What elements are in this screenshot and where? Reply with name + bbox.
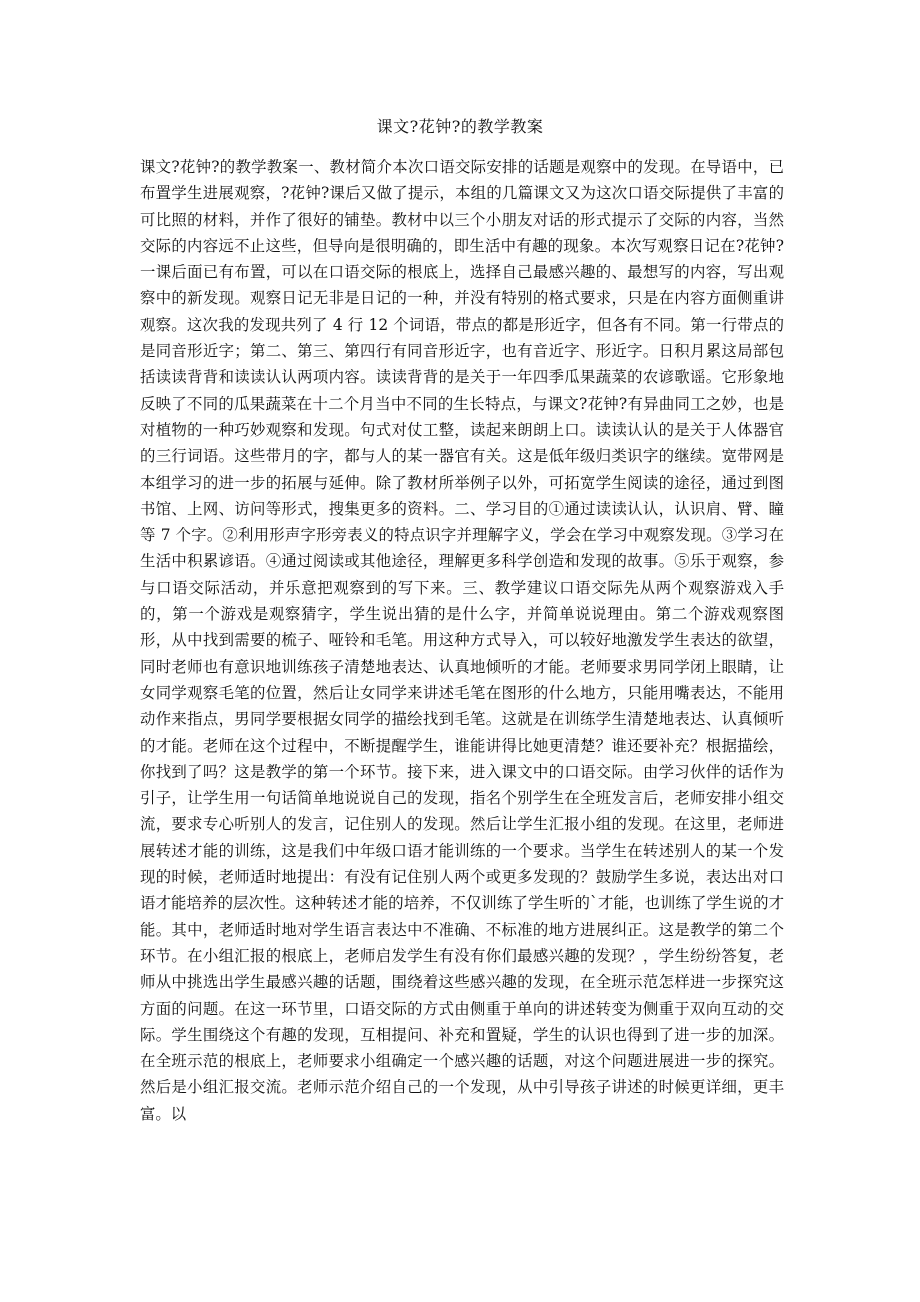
document-body-text: 课文?花钟?的教学教案一、教材简介本次口语交际安排的话题是观察中的发现。在导语中，已布置学生进展观察，?花钟?课后又做了提示，本组的几篇课文又为这次口语交际提供了丰富的可比照的材料，并作了很好的铺垫。教材中以三个小朋友对话的形式提示了交际的内容，当然交际的内容远不止这些，但导向是很明确的，即生活中有趣的现象。本次写观察日记在?花钟?一课后面已有布置，可以在口语交际的根底上，选择自己最感兴趣的、最想写的内容，写出观察中的新发现。观察日记无非是日记的一种，并没有特别的格式要求，只是在内容方面侧重讲观察。这次我的发现共列了 4 行 12 个词语，带点的都是形近字，但各有不同。第一行带点的是同音形近字；第二、第三、第四行有同音形近字，也有音近字、形近字。日积月累这局部包括读读背背和读读认认两项内容。读读背背的是关于一年四季瓜果蔬菜的农谚歌谣。它形象地反映了不同的瓜果蔬菜在十二个月当中不同的生长特点，与课文?花钟?有异曲同工之妙，也是对植物的一种巧妙观察和发现。句式对仗工整，读起来朗朗上口。读读认认的是关于人体器官的三行词语。这些带月的字，都与人的某一器官有关。这是低年级归类识字的继续。宽带网是本组学习的进一步的拓展与延伸。除了教材所举例子以外，可拓宽学生阅读的途径，通过到图书馆、上网、访问等形式，搜集更多的资料。二、学习目的①通过读读认认，认识肩、臂、瞳等 7 个字。②利用形声字形旁表义的特点识字并理解字义，学会在学习中观察发现。③学习在生活中积累谚语。④通过阅读或其他途径，理解更多科学创造和发现的故事。⑤乐于观察，参与口语交际活动，并乐意把观察到的写下来。三、教学建议口语交际先从两个观察游戏入手的，第一个游戏是观察猜字，学生说出猜的是什么字，并简单说说理由。第二个游戏观察图形，从中找到需要的梳子、哑铃和毛笔。用这种方式导入，可以较好地激发学生表达的欲望，同时老师也有意识地训练孩子清楚地表达、认真地倾听的才能。老师要求男同学闭上眼睛，让女同学观察毛笔的位置，然后让女同学来讲述毛笔在图形的什么地方，只能用嘴表达，不能用动作来指点，男同学要根据女同学的描绘找到毛笔。这就是在训练学生清楚地表达、认真倾听的才能。老师在这个过程中，不断提醒学生，谁能讲得比她更清楚？谁还要补充？根据描绘，你找到了吗？这是教学的第一个环节。接下来，进入课文中的口语交际。由学习伙伴的话作为引子，让学生用一句话简单地说说自己的发现，指名个别学生在全班发言后，老师安排小组交流，要求专心听别人的发言，记住别人的发现。然后让学生汇报小组的发现。在这里，老师进展转述才能的训练，这是我们中年级口语才能训练的一个要求。当学生在转述别人的某一个发现的时候，老师适时地提出：有没有记住别人两个或更多发现的？鼓励学生多说，表达出对口语才能培养的层次性。这种转述才能的培养，不仅训练了学生听的`才能，也训练了学生说的才能。其中，老师适时地对学生语言表达中不准确、不标准的地方进展纠正。这是教学的第二个环节。在小组汇报的根底上，老师启发学生有没有你们最感兴趣的发现？，学生纷纷答复，老师从中挑选出学生最感兴趣的话题，围绕着这些感兴趣的发现，在全班示范怎样进一步探究这方面的问题。在这一环节里，口语交际的方式由侧重于单向的讲述转变为侧重于双向互动的交际。学生围绕这个有趣的发现，互相提问、补充和置疑，学生的认识也得到了进一步的加深。在全班示范的根底上，老师要求小组确定一个感兴趣的话题，对这个问题进展进一步的探究。然后是小组汇报交流。老师示范介绍自己的一个发现，从中引导孩子讲述的时候更详细，更丰富。以: [140, 158, 784, 1123]
document-title: 课文?花钟?的教学教案: [376, 117, 544, 136]
